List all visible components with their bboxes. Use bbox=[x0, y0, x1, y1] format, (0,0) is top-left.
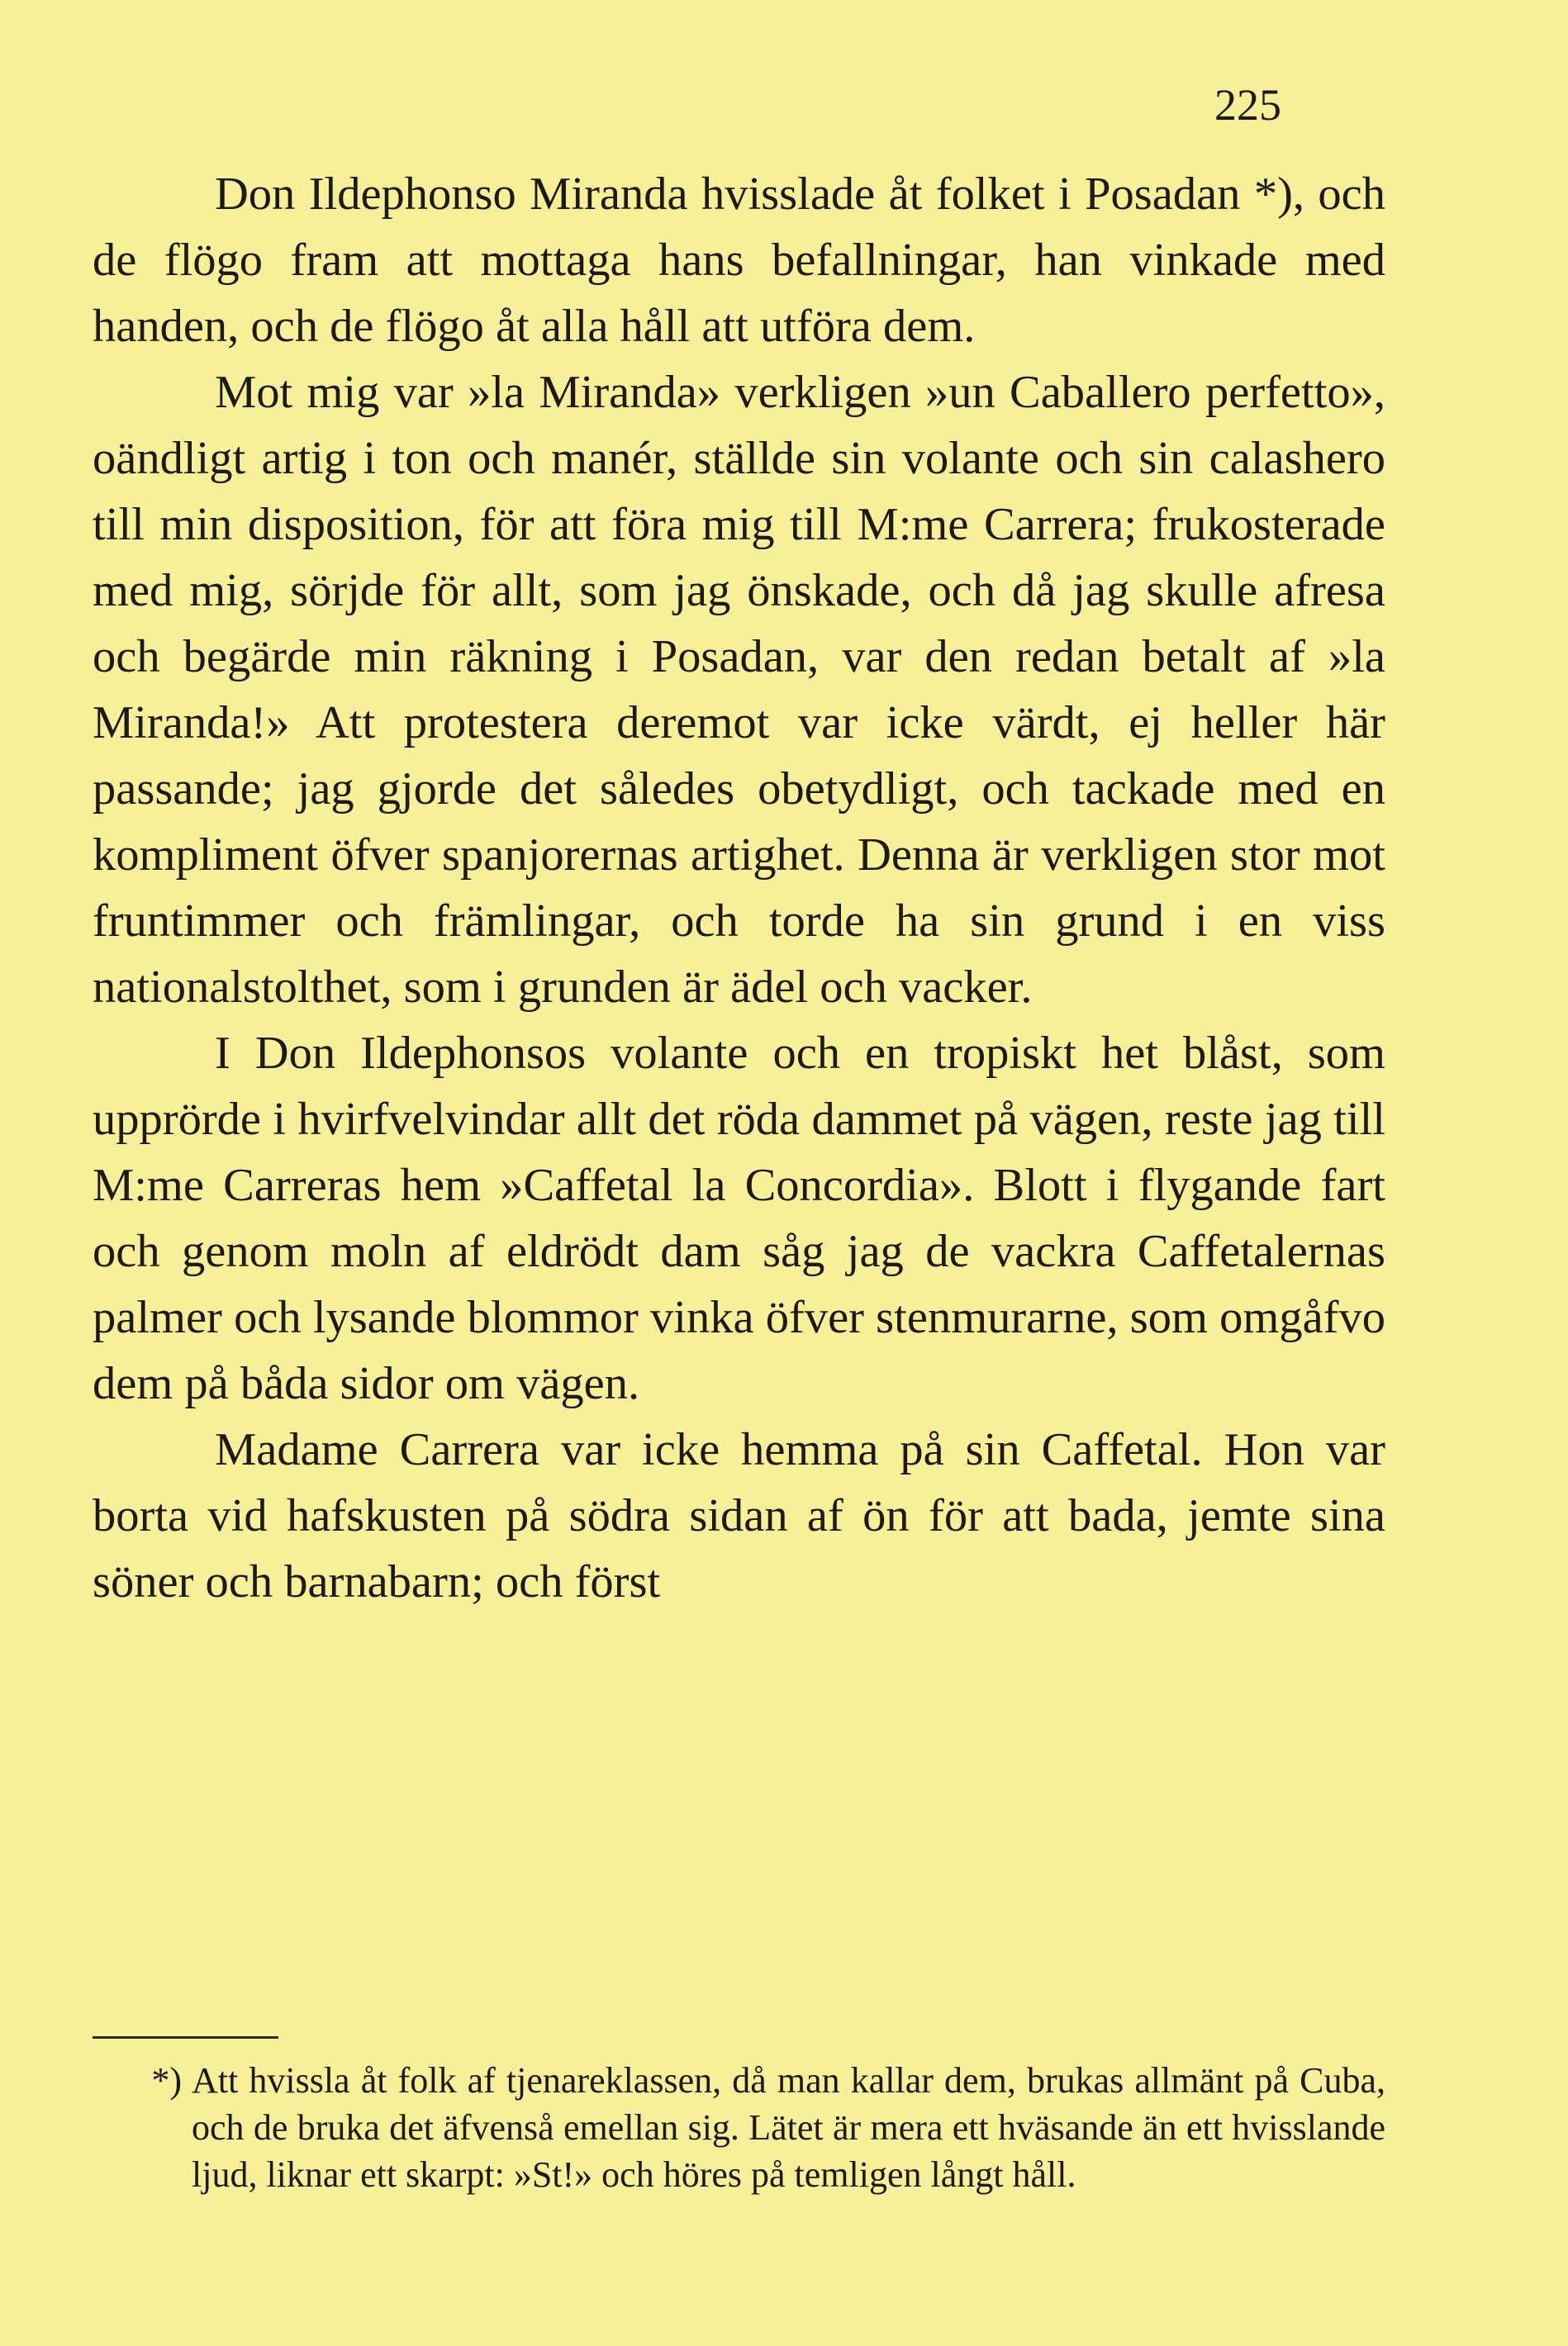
footnote-text: Att hvissla åt folk af tjenareklassen, då man kallar dem, brukas allmänt på Cuba, och de bruka det äfvenså emellan sig. Lätet är mera ett hväsande än ett hvisslande ljud, liknar ett skarpt: »St!» och höres på temligen långt håll. bbox=[192, 2060, 1385, 2195]
paragraph-4: Madame Carrera var icke hemma på sin Caffetal. Hon var borta vid hafskusten på södra sidan af ön för att bada, jemte sina söner och barnabarn; och först bbox=[93, 1424, 1385, 1608]
body-text bbox=[93, 161, 1385, 1615]
page-number: 225 bbox=[1214, 80, 1281, 130]
footnote-marker: *) bbox=[151, 2060, 182, 2101]
footnote bbox=[93, 2057, 1385, 2198]
paragraph-3: I Don Ildephonsos volante och en tropiskt het blåst, som upprörde i hvirfvelvindar allt det röda dammet på vägen, reste jag till M:me Carreras hem »Caffetal la Concordia». Blott i flygande fart och genom moln af eldrödt dam såg jag de vackra Caffetalernas palmer och lysande blommor vinka öfver stenmurarne, som omgåfvo dem på båda sidor om vägen. bbox=[93, 1028, 1385, 1409]
footnote-divider bbox=[93, 2036, 278, 2039]
paragraph-1: Don Ildephonso Miranda hvisslade åt folket i Posadan *), och de flögo fram att mottaga hans befallningar, han vinkade med handen, och de flögo åt alla håll att utföra dem. bbox=[93, 169, 1385, 352]
footnote-paragraph bbox=[93, 2057, 1385, 2198]
paragraph-2: Mot mig var »la Miranda» verkligen »un Caballero perfetto», oändligt artig i ton och manér, ställde sin volante och sin calashero till min disposition, för att föra mig till M:me Carrera; frukosterade med mig, sörjde för allt, som jag önskade, och då jag skulle afresa och begärde min räkning i Posadan, var den redan betalt af »la Miranda!» Att protestera deremot var icke värdt, ej heller här passande; jag gjorde det således obetydligt, och tackade med en kompliment öfver spanjorernas artighet. Denna är verkligen stor mot fruntimmer och främlingar, och torde ha sin grund i en viss nationalstolthet, som i grunden är ädel och vacker. bbox=[93, 367, 1385, 1013]
